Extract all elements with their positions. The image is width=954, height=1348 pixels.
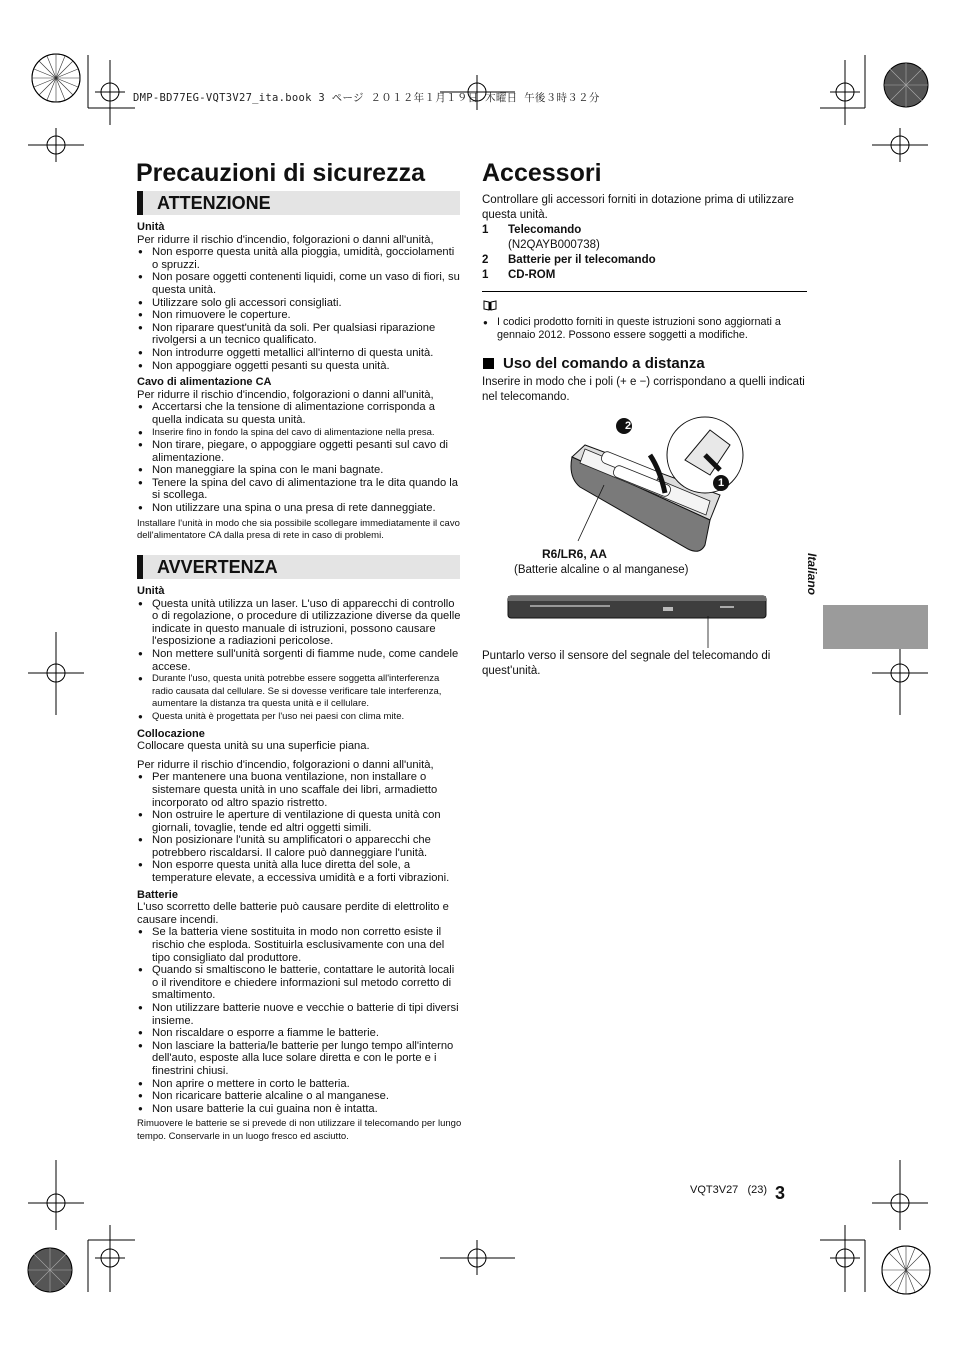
list-item: ● Se la batteria viene sostituita in modo non corretto esiste il rischio che esploda. Sostituirla esclusivamente con una del tipo consigliato dal produttore. bbox=[137, 926, 462, 964]
list-item: ● Non introdurre oggetti metallici all'interno di questa unità. bbox=[137, 347, 462, 360]
doc-code: VQT3V27 bbox=[690, 1184, 739, 1196]
footer-code bbox=[690, 1184, 767, 1196]
accessory-name: Batterie per il telecomando bbox=[508, 254, 656, 266]
point-instructions: Puntarlo verso il sensore del segnale del telecomando di quest'unità. bbox=[482, 650, 771, 677]
remote-battery-illustration bbox=[560, 415, 760, 565]
batterie-note: Rimuovere le batterie se si prevede di non utilizzare il telecomando per lungo tempo. Conservarle in un luogo fresco ed asciutto. bbox=[137, 1118, 462, 1142]
batterie-list bbox=[137, 926, 462, 1115]
accessori-section bbox=[482, 193, 807, 283]
language-label: Italiano bbox=[805, 553, 819, 596]
unita-heading: Unità bbox=[137, 221, 165, 233]
list-item: ● Non riscaldare o esporre a fiamme le batterie. bbox=[137, 1027, 462, 1040]
divider bbox=[482, 291, 807, 292]
cavo-heading: Cavo di alimentazione CA bbox=[137, 376, 272, 389]
battery-label: R6/LR6, AA bbox=[542, 547, 607, 561]
batterie-heading: Batterie bbox=[137, 888, 178, 901]
collocazione-heading: Collocazione bbox=[137, 727, 205, 740]
list-item: ● Non posizionare l'unità su amplificatori o apparecchi che potrebbero riscaldarsi. Il calore può danneggiare l'unità. bbox=[137, 834, 462, 859]
list-item: ● Non maneggiare la spina con le mani bagnate. bbox=[137, 464, 462, 477]
remote-instructions: Inserire in modo che i poli (+ e −) corrispondano a quelli indicati nel telecomando. bbox=[482, 376, 805, 403]
list-item bbox=[482, 238, 807, 253]
accessory-qty: 1 bbox=[482, 224, 489, 236]
list-item: ● Utilizzare solo gli accessori consigliati. bbox=[137, 297, 462, 310]
accessory-name: Telecomando bbox=[508, 224, 582, 236]
list-item: ● Non rimuovere le coperture. bbox=[137, 309, 462, 322]
list-item: ● Non utilizzare una spina o una presa di rete danneggiate. bbox=[137, 502, 462, 515]
list-item: ● Questa unità utilizza un laser. L'uso di apparecchi di controllo o di regolazione, o procedure di utilizzazione diverse da quelle indicate in questo manuale di istruzioni, possono causare l'esposizione a radiazioni pericolose. bbox=[137, 598, 462, 648]
accessori-intro: Controllare gli accessori forniti in dotazione prima di utilizzare questa unità. bbox=[482, 194, 794, 221]
attenzione-section bbox=[137, 221, 462, 543]
step-badge-1: 1 bbox=[717, 477, 725, 489]
safety-title: Precauzioni di sicurezza bbox=[136, 159, 425, 187]
list-item: ● Non aprire o mettere in corto le batteria. bbox=[137, 1078, 462, 1091]
list-item: ● Per mantenere una buona ventilazione, non installare o sistemare questa unità in uno scaffale dei libri, armadietto incorporato od altro spazio ristretto. bbox=[137, 771, 462, 809]
attenzione-banner bbox=[137, 191, 460, 215]
list-item: ● Tenere la spina del cavo di alimentazione tra le dita quando la si scollega. bbox=[137, 477, 462, 502]
doc-subpage: (23) bbox=[747, 1184, 768, 1196]
unita-heading: Unità bbox=[137, 585, 165, 597]
list-item: ● Non mettere sull'unità sorgenti di fiamme nude, come candele accese. bbox=[137, 648, 462, 673]
accessori-note bbox=[482, 316, 807, 342]
accessori-title: Accessori bbox=[482, 159, 602, 187]
collocazione-intro2: Per ridurre il rischio d'incendio, folgorazioni o danni all'unità, bbox=[137, 758, 434, 771]
avvertenza-unita-list bbox=[137, 598, 462, 724]
batterie-intro: L'uso scorretto delle batterie può causare perdite di elettrolito e causare incendi. bbox=[137, 901, 449, 926]
avvertenza-banner bbox=[137, 555, 460, 579]
avvertenza-section bbox=[137, 585, 462, 1144]
step-badge-2: 2 bbox=[624, 420, 632, 432]
cavo-intro: Per ridurre il rischio d'incendio, folgorazioni o danni all'unità, bbox=[137, 388, 434, 401]
list-item: ● Questa unità è progettata per l'uso nei paesi con clima mite. bbox=[137, 711, 462, 724]
list-item bbox=[482, 223, 807, 238]
accessory-name: CD-ROM bbox=[508, 269, 556, 281]
remote-text bbox=[482, 375, 807, 405]
list-item bbox=[482, 268, 807, 283]
list-item: ● Non tirare, piegare, o appoggiare oggetti pesanti sul cavo di alimentazione. bbox=[137, 439, 462, 464]
unita-intro: Per ridurre il rischio d'incendio, folgorazioni o danni all'unità, bbox=[137, 233, 434, 246]
book-icon bbox=[483, 300, 497, 311]
list-item: ● Inserire fino in fondo la spina del cavo di alimentazione nella presa. bbox=[137, 427, 462, 440]
accessory-qty: 1 bbox=[482, 269, 489, 281]
list-item: ● Non posare oggetti contenenti liquidi, come un vaso di fiori, su questa unità. bbox=[137, 271, 462, 296]
list-item: ● Non appoggiare oggetti pesanti su questa unità. bbox=[137, 360, 462, 373]
unita-list bbox=[137, 246, 462, 372]
collocazione-list bbox=[137, 771, 462, 884]
list-item: ● Non usare batterie la cui guaina non è intatta. bbox=[137, 1103, 462, 1116]
language-tab bbox=[823, 605, 928, 649]
point-text bbox=[482, 649, 807, 679]
remote-heading-label: Uso del comando a distanza bbox=[503, 355, 705, 372]
cavo-list bbox=[137, 401, 462, 514]
list-item: ● Accertarsi che la tensione di alimentazione corrisponda a quella indicata su questa unità. bbox=[137, 401, 462, 426]
player-illustration bbox=[505, 592, 770, 652]
list-item: ● Non riparare quest'unità da soli. Per qualsiasi riparazione rivolgersi a un tecnico qualificato. bbox=[137, 322, 462, 347]
remote-heading bbox=[483, 355, 705, 372]
page-number: 3 bbox=[775, 1183, 786, 1203]
list-item: ● I codici prodotto forniti in queste istruzioni sono aggiornati a gennaio 2012. Possono essere soggetti a modifiche. bbox=[482, 316, 807, 342]
accessory-qty: 2 bbox=[482, 254, 489, 266]
file-info-header: DMP-BD77EG-VQT3V27_ita.book 3 ページ ２０１２年１月１９日 木曜日 午後３時３２分 bbox=[133, 92, 600, 104]
list-item: ● Quando si smaltiscono le batterie, contattare le autorità locali o il rivenditore e chiedere informazioni sul metodo corretto di smaltimento. bbox=[137, 964, 462, 1002]
attenzione-note: Installare l'unità in modo che sia possibile scollegare immediatamente il cavo dell'alimentatore CA dalla presa di rete in caso di problemi. bbox=[137, 517, 460, 542]
list-item: ● Non ostruire le aperture di ventilazione di questa unità con giornali, tovaglie, tende ed altri oggetti simili. bbox=[137, 809, 462, 834]
list-item: ● Non esporre questa unità alla luce diretta del sole, a temperature elevate, a eccessiva umidità e a forti vibrazioni. bbox=[137, 859, 462, 884]
accessory-code: (N2QAYB000738) bbox=[508, 239, 600, 251]
list-item bbox=[482, 253, 807, 268]
list-item: ● Non lasciare la batteria/le batterie per lungo tempo all'interno dell'auto, esposte alla luce solare diretta e con le porte e i finestrini chiusi. bbox=[137, 1040, 462, 1078]
battery-sub-label: (Batterie alcaline o al manganese) bbox=[514, 564, 689, 576]
attenzione-banner-label: ATTENZIONE bbox=[157, 193, 271, 213]
avvertenza-banner-label: AVVERTENZA bbox=[157, 557, 278, 577]
list-item: ● Non ricaricare batterie alcaline o al manganese. bbox=[137, 1090, 462, 1103]
list-item: ● Non utilizzare batterie nuove e vecchie o batterie di tipi diversi insieme. bbox=[137, 1002, 462, 1027]
list-item: ● Durante l'uso, questa unità potrebbe essere soggetta all'interferenza radio causata dal cellulare. Se si dovesse verificare tale interferenza, aumentare la distanza tra questa unità e il cellulare. bbox=[137, 673, 462, 711]
list-item: ● Non esporre questa unità alla pioggia, umidità, gocciolamenti o spruzzi. bbox=[137, 246, 462, 271]
square-bullet-icon bbox=[483, 358, 494, 369]
collocazione-intro: Collocare questa unità su una superficie piana. bbox=[137, 740, 370, 753]
